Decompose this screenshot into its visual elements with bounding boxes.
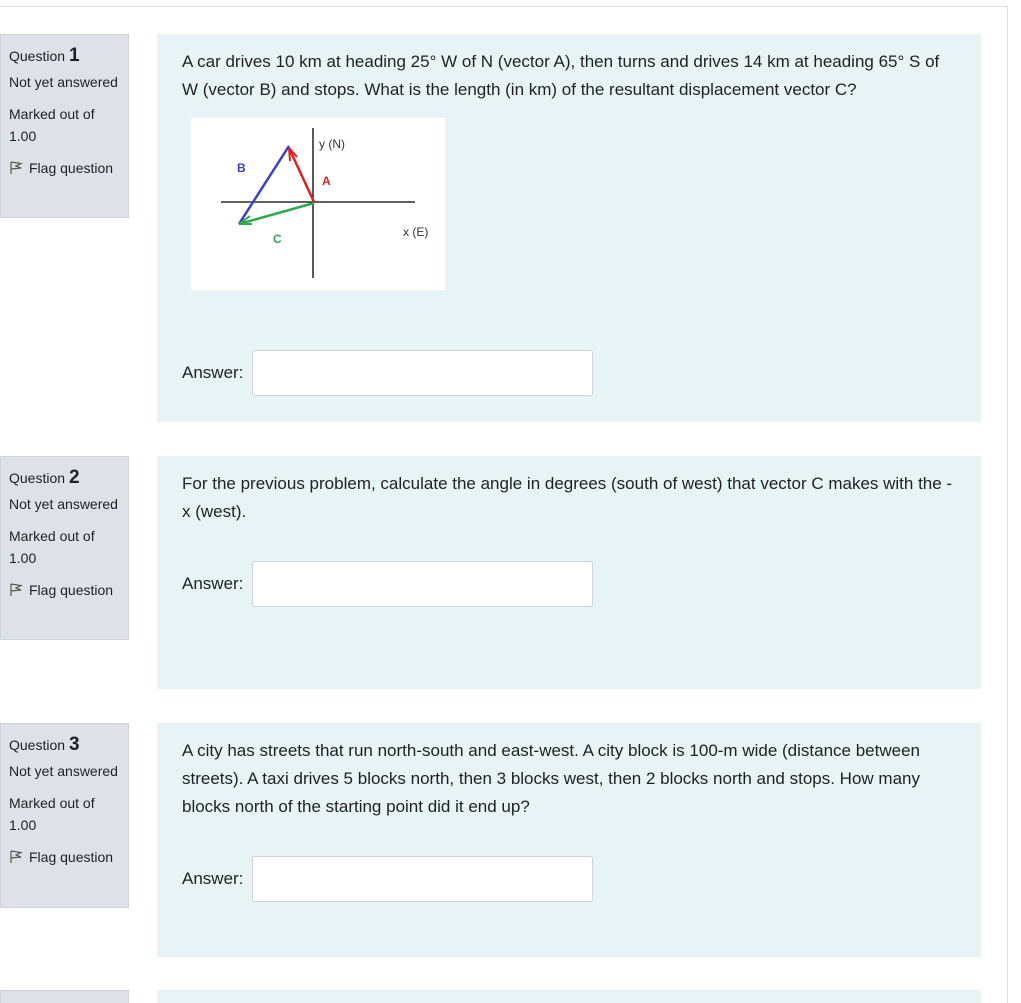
question-text: A car drives 10 km at heading 25° W of N (vector A), then turns and drives 14 km at heading 65° S of W (vector B) and stops. What is the length (in km) of the resultant displacement vector C?: [182, 52, 940, 99]
question-grade: Marked out of 1.00: [9, 106, 95, 144]
answer-input[interactable]: [252, 856, 593, 902]
question-number: Question 1: [9, 45, 80, 66]
question-grade: Marked out of 1.00: [9, 528, 95, 566]
answer-input[interactable]: [252, 350, 593, 396]
flag-question-button[interactable]: [9, 157, 120, 179]
question-1-content: [157, 34, 981, 422]
question-text: For the previous problem, calculate the angle in degrees (south of west) that vector C makes with the -x (west).: [182, 474, 953, 521]
question-4-info: [0, 990, 129, 1003]
vector-diagram: [191, 118, 445, 290]
question-text: A city has streets that run north-south and east-west. A city block is 100-m wide (distance between streets). A taxi drives 5 blocks north, then 3 blocks west, then 2 blocks north and stops. How many blocks north of the starting point did it end up?: [182, 741, 920, 816]
question-grade: Marked out of 1.00: [9, 795, 95, 833]
answer-row: [182, 561, 593, 607]
vector-b-label: B: [237, 161, 246, 175]
question-1-info: [0, 34, 129, 218]
vector-c-label: C: [273, 232, 282, 246]
answer-row: [182, 856, 593, 902]
vector-a: [289, 148, 314, 202]
flag-question-button[interactable]: [9, 846, 120, 868]
y-axis-label: y (N): [319, 137, 345, 151]
question-2-info: [0, 456, 129, 640]
question-state: Not yet answered: [9, 74, 118, 90]
flag-icon: [9, 583, 23, 597]
question-4-content: [157, 990, 981, 1003]
answer-label: Answer:: [182, 574, 244, 593]
question-state: Not yet answered: [9, 763, 118, 779]
question-state: Not yet answered: [9, 496, 118, 512]
flag-question-label: Flag question: [29, 849, 114, 865]
flag-question-button[interactable]: [9, 579, 120, 601]
flag-icon: [9, 850, 23, 864]
answer-row: [182, 350, 593, 396]
x-axis-label: x (E): [403, 225, 429, 239]
answer-label: Answer:: [182, 869, 244, 888]
answer-input[interactable]: [252, 561, 593, 607]
question-3-info: [0, 723, 129, 908]
flag-icon: [9, 161, 23, 175]
answer-label: Answer:: [182, 363, 244, 382]
question-3-content: [157, 723, 981, 957]
flag-question-label: Flag question: [29, 160, 114, 176]
vector-diagram-svg: [191, 118, 445, 290]
question-2-content: [157, 456, 981, 689]
question-number: Question 2: [9, 467, 80, 488]
vector-a-label: A: [322, 174, 331, 188]
question-number: Question 3: [9, 734, 80, 755]
flag-question-label: Flag question: [29, 582, 114, 598]
